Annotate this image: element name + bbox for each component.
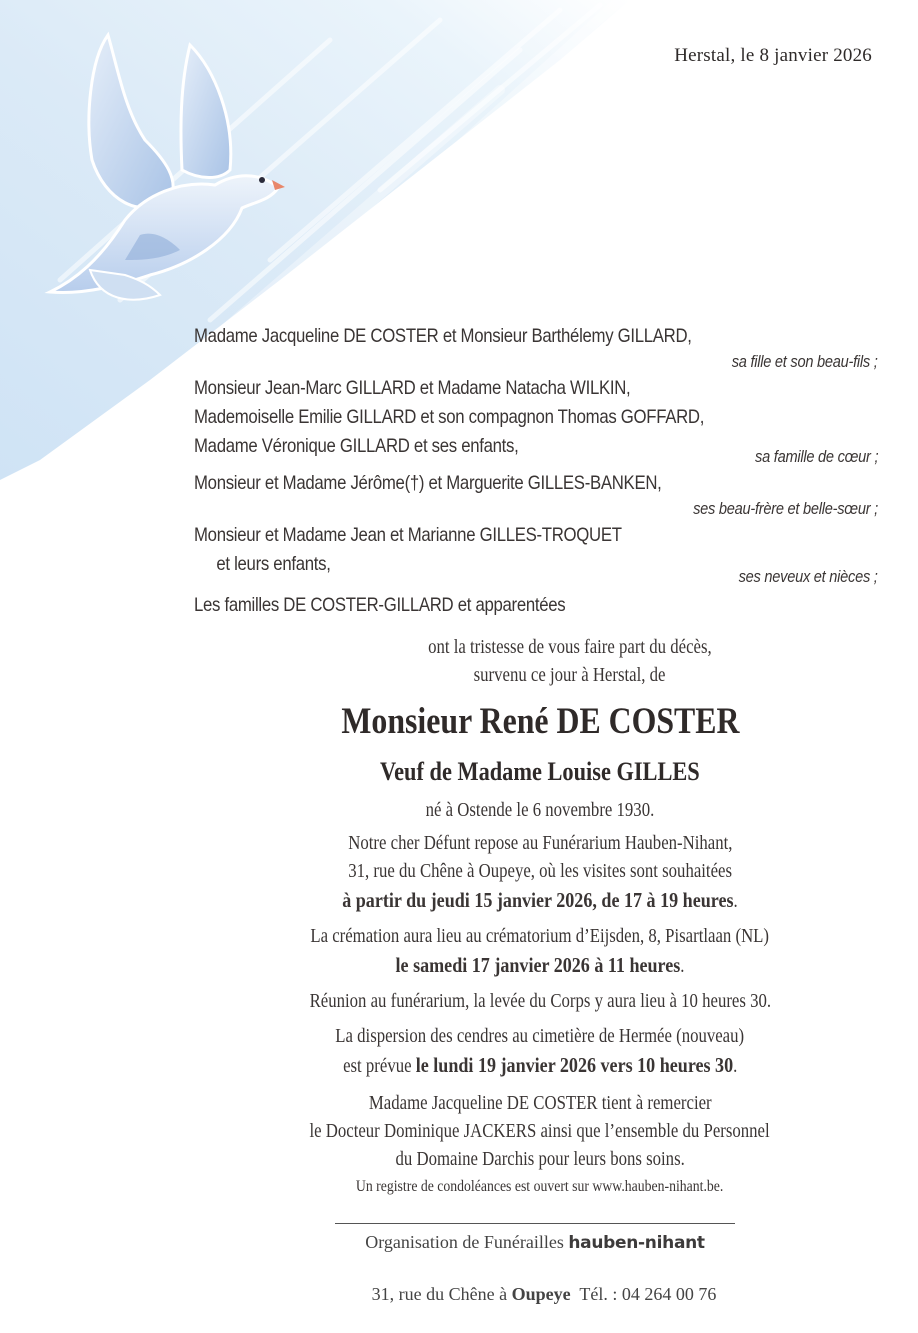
deceased-name: Monsieur René DE COSTER — [340, 701, 740, 742]
announcement-line: ont la tristesse de vous faire part du décès, — [428, 637, 712, 658]
family-relation: ses beau-frère et belle-sœur ; — [693, 499, 878, 518]
family-row — [194, 432, 878, 466]
dove-icon — [30, 30, 290, 310]
dispersion-prefix: est prévue — [342, 1056, 416, 1077]
phone: Tél. : 04 264 00 76 — [570, 1284, 717, 1304]
details-block — [90, 830, 918, 1081]
visits-time: à partir du jeudi 15 janvier 2026, de 17 à 19 heures — [342, 888, 734, 912]
family-row — [194, 550, 878, 586]
family-relation: ses neveux et nièces ; — [739, 567, 878, 586]
family-relation: sa fille et son beau-fils ; — [732, 352, 878, 371]
family-line: Monsieur Jean-Marc GILLARD et Madame Natacha WILKIN, — [194, 377, 631, 399]
thanks-line: Madame Jacqueline DE COSTER tient à remercier — [368, 1093, 712, 1114]
punctuation: . — [733, 891, 738, 912]
widow-of: Veuf de Madame Louise GILLES — [380, 757, 700, 786]
punctuation: . — [680, 956, 685, 977]
family-line: Monsieur et Madame Jérôme(†) et Marguerite GILLES-BANKEN, — [194, 472, 662, 494]
family-line: Madame Jacqueline DE COSTER et Monsieur Barthélemy GILLARD, — [194, 325, 692, 347]
family-group-daughter — [194, 322, 878, 372]
deceased-block — [90, 700, 918, 744]
family-line: Madame Véronique GILLARD et ses enfants, — [194, 435, 519, 457]
family-relation: sa famille de cœur ; — [754, 447, 878, 466]
cremation-time: le samedi 17 janvier 2026 à 11 heures — [395, 953, 681, 977]
thanks-block — [90, 1090, 918, 1198]
family-line: et leurs enfants, — [216, 553, 331, 575]
family-line: Les familles DE COSTER-GILLARD et apparentées — [194, 594, 566, 616]
family-line: Monsieur et Madame Jean et Marianne GILLES-TROQUET — [194, 524, 622, 546]
address: 31, rue du Chêne à — [371, 1284, 512, 1304]
family-group-heart — [194, 374, 878, 466]
thanks-line: du Domaine Darchis pour leurs bons soins. — [395, 1149, 685, 1170]
family-group-nephews — [194, 521, 878, 586]
announcement — [190, 634, 870, 690]
rest-line: 31, rue du Chêne à Oupeye, où les visites sont souhaitées — [348, 861, 732, 882]
brand-logo: hauben-nihant — [568, 1233, 705, 1253]
dispersion-line: La dispersion des cendres au cimetière de Hermée (nouveau) — [335, 1026, 745, 1047]
city: Oupeye — [511, 1284, 571, 1304]
thanks-line: le Docteur Dominique JACKERS ainsi que l’ensemble du Personnel — [309, 1121, 771, 1142]
widow-block — [90, 755, 918, 789]
family-list — [194, 322, 878, 620]
family-line: Mademoiselle Emilie GILLARD et son compagnon Thomas GOFFARD, — [194, 406, 705, 428]
cremation-line: La crémation aura lieu au crématorium d’Eijsden, 8, Pisartlaan (NL) — [310, 926, 770, 947]
dispersion-time: le lundi 19 janvier 2026 vers 10 heures 30 — [415, 1053, 733, 1077]
family-group-families — [194, 591, 878, 620]
meeting-line: Réunion au funérarium, la levée du Corps y aura lieu à 10 heures 30. — [309, 991, 771, 1012]
footer-divider — [335, 1223, 735, 1224]
place-date: Herstal, le 8 janvier 2026 — [674, 45, 872, 66]
birth-info: né à Ostende le 6 novembre 1930. — [425, 800, 655, 821]
organizer-label: Organisation de Funérailles — [365, 1232, 569, 1252]
condolence-registry: Un registre de condoléances est ouvert sur www.hauben-nihant.be. — [356, 1178, 724, 1195]
rest-line: Notre cher Défunt repose au Funérarium Hauben-Nihant, — [347, 833, 733, 854]
footer — [290, 1230, 780, 1333]
birth-block — [90, 797, 918, 825]
announcement-line: survenu ce jour à Herstal, de — [474, 665, 666, 686]
punctuation: . — [732, 1056, 738, 1077]
family-group-in-laws — [194, 469, 878, 519]
